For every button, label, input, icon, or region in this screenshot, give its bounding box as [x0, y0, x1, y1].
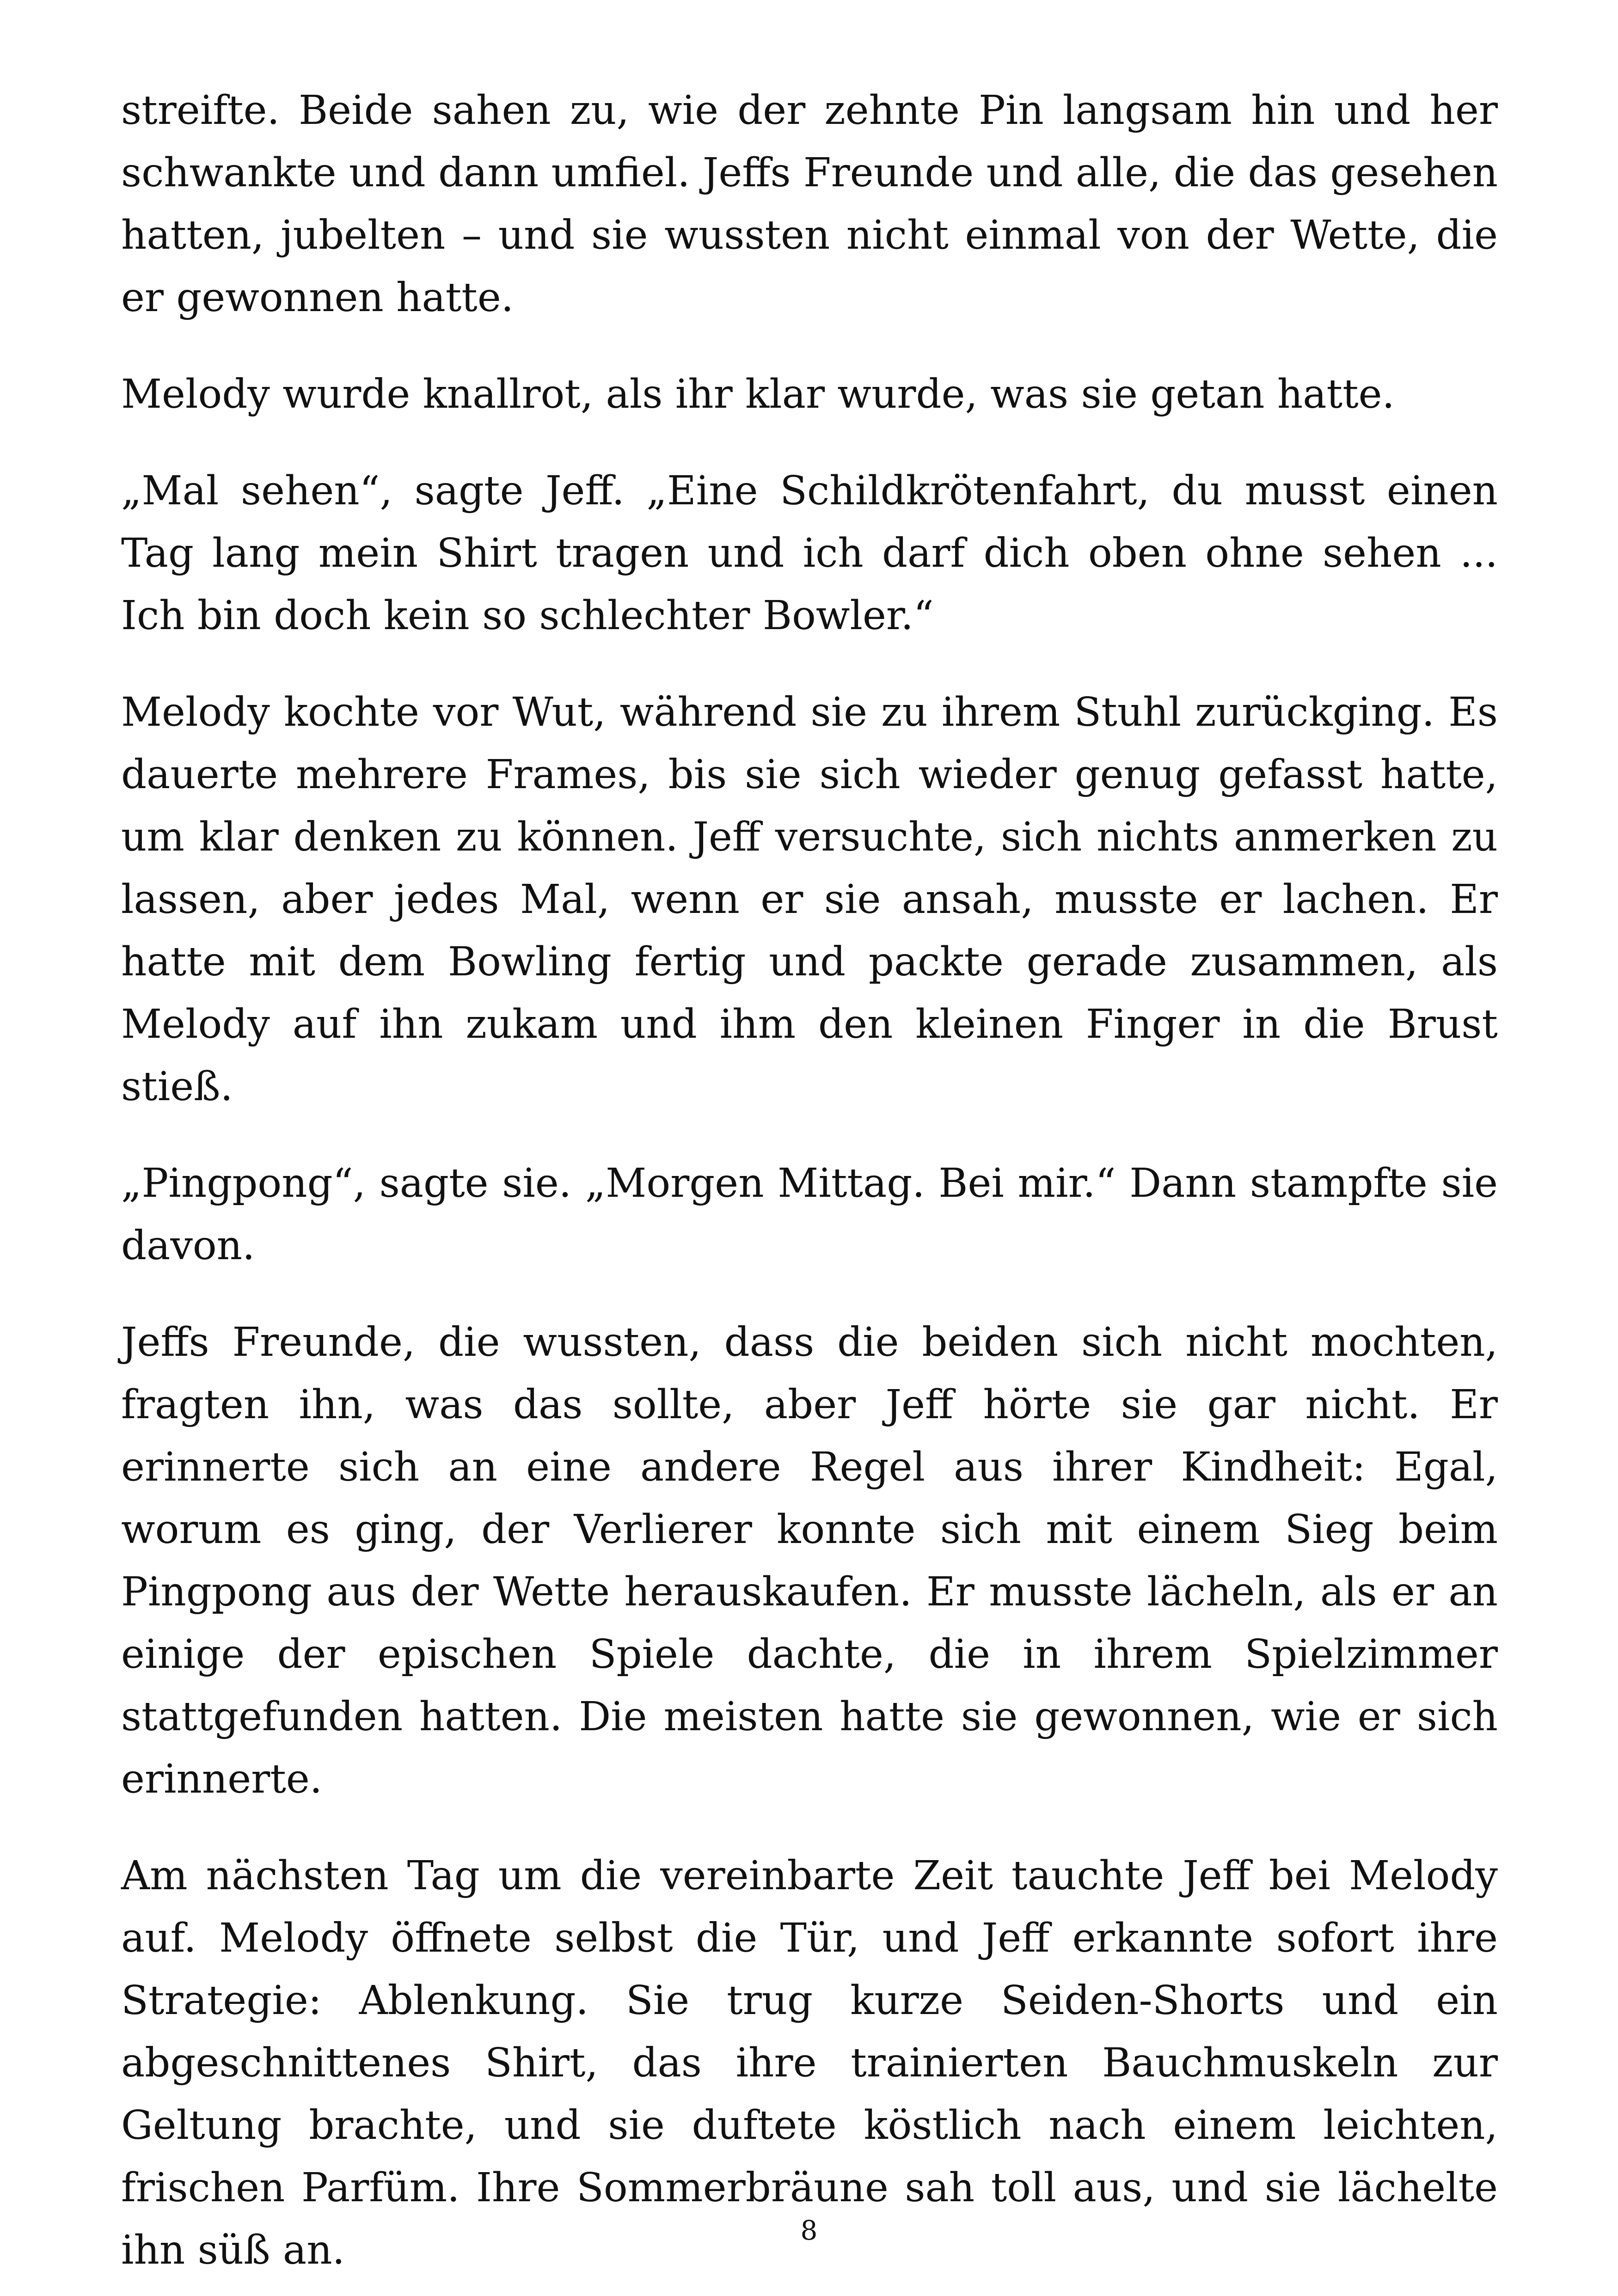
paragraph-4: Melody kochte vor Wut, während sie zu ihrem Stuhl zurückging. Es dauerte mehrere Frames, bis sie sich wieder genug gefasst hatte, um klar denken zu können. Jeff versuchte, sich nichts anmerken zu lassen, aber jedes Mal, wenn er sie ansah, musste er lachen. Er hatte mit dem Bowling fertig und packte gerade zusammen, als Melody auf ihn zukam und ihm den kleinen Finger in die Brust stieß.	[121, 689, 1498, 1110]
body-text	[121, 80, 1498, 2282]
page-number: 8	[800, 2215, 818, 2246]
paragraph-3: „Mal sehen“, sagte Jeff. „Eine Schildkrötenfahrt, du musst einen Tag lang mein Shirt tragen und ich darf dich oben ohne sehen ... Ich bin doch kein so schlechter Bowler.“	[121, 468, 1498, 639]
paragraph-6: Jeffs Freunde, die wussten, dass die beiden sich nicht mochten, fragten ihn, was das sollte, aber Jeff hörte sie gar nicht. Er erinnerte sich an eine andere Regel aus ihrer Kindheit: Egal, worum es ging, der Verlierer konnte sich mit einem Sieg beim Pingpong aus der Wette herauskaufen. Er musste lächeln, als er an einige der epischen Spiele dachte, die in ihrem Spielzimmer stattgefunden hatten. Die meisten hatte sie gewonnen, wie er sich erinnerte.	[121, 1319, 1498, 1802]
paragraph-5: „Pingpong“, sagte sie. „Morgen Mittag. Bei mir.“ Dann stampfte sie davon.	[121, 1160, 1498, 1269]
paragraph-2: Melody wurde knallrot, als ihr klar wurde, was sie getan hatte.	[121, 371, 1395, 417]
paragraph-1: streifte. Beide sahen zu, wie der zehnte Pin langsam hin und her schwankte und dann umfiel. Jeffs Freunde und alle, die das gesehen hatten, jubelten – und sie wussten nicht einmal von der Wette, die er gewonnen hatte.	[121, 87, 1498, 321]
paragraph-7: Am nächsten Tag um die vereinbarte Zeit tauchte Jeff bei Melody auf. Melody öffnete selbst die Tür, und Jeff erkannte sofort ihre Strategie: Ablenkung. Sie trug kurze Seiden-Shorts und ein abgeschnittenes Shirt, das ihre trainierten Bauchmuskeln zur Geltung brachte, und sie duftete köstlich nach einem leichten, frischen Parfüm. Ihre Sommerbräune sah toll aus, und sie lächelte ihn süß an.	[121, 1853, 1498, 2273]
